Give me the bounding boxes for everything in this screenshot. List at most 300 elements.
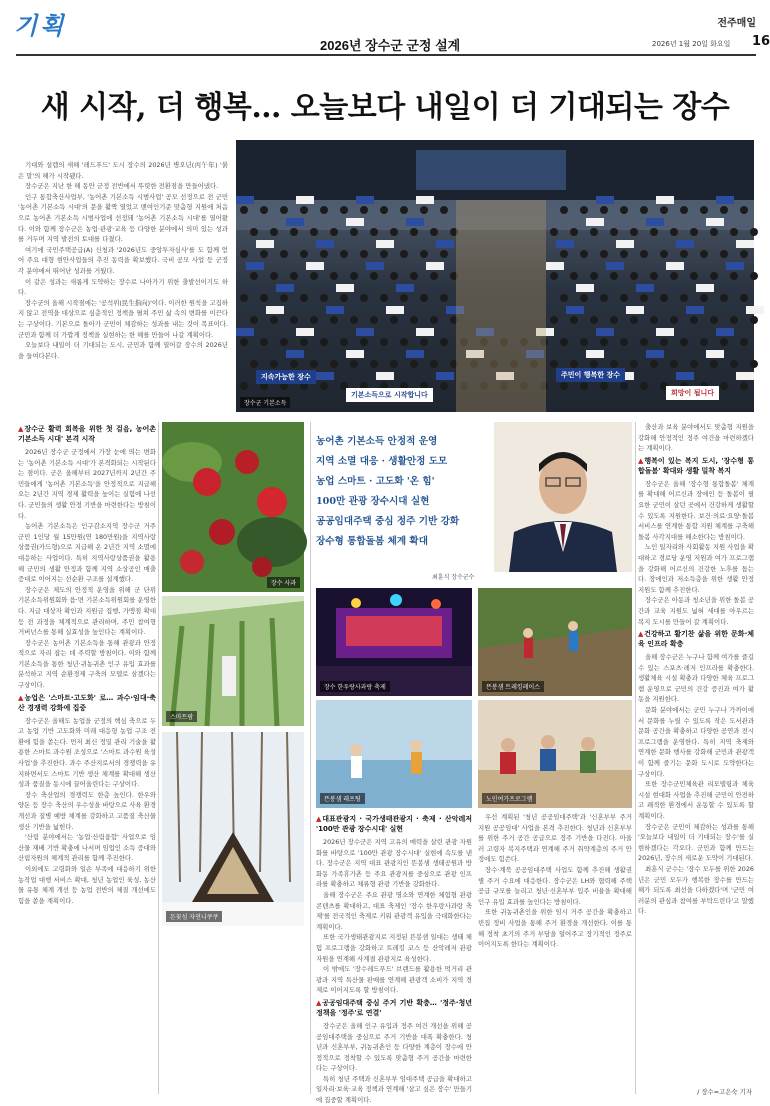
- crowd-placard: [616, 240, 634, 248]
- crowd-person: [390, 316, 398, 324]
- crowd-person: [620, 338, 628, 346]
- crowd-person: [710, 316, 718, 324]
- crowd-person: [560, 250, 568, 258]
- crowd-placard: [436, 372, 454, 380]
- crowd-placard: [716, 328, 734, 336]
- crowd-person: [600, 338, 608, 346]
- photo-caption: 장수 한우랑사과랑 축제: [320, 681, 390, 692]
- crowd-person: [670, 360, 678, 368]
- crowd-person: [300, 294, 308, 302]
- crowd-person: [250, 360, 258, 368]
- body-paragraph: 2026년 장수군 군정에서 가장 눈에 띄는 변화는 '농어촌 기본소득 시대'가 본격화되는 시작된다는 점이다. 군은 올해부터 2027년까지 2년간 주민들에게 '농어촌 기본소득'을 안정적으로 지급해 오는 2년간 지역 경제 활력을 높이는 실험에 나선다. 군민들의 생활 안정 기반을 마련한다는 방침이다.: [18, 448, 156, 520]
- crowd-person: [340, 294, 348, 302]
- crowd-person: [280, 206, 288, 214]
- rafting-photo: [316, 700, 472, 808]
- crowd-person: [380, 338, 388, 346]
- crowd-person: [570, 360, 578, 368]
- crowd-person: [320, 338, 328, 346]
- crowd-person: [320, 382, 328, 390]
- crowd-person: [400, 294, 408, 302]
- crowd-person: [660, 294, 668, 302]
- crowd-person: [730, 360, 738, 368]
- crowd-person: [720, 338, 728, 346]
- crowd-placard: [596, 328, 614, 336]
- crowd-person: [670, 228, 678, 236]
- crowd-person: [670, 272, 678, 280]
- crowd-placard: [696, 284, 714, 292]
- crowd-placard: [706, 218, 724, 226]
- crowd-person: [370, 272, 378, 280]
- crowd-person: [640, 382, 648, 390]
- crowd-person: [710, 360, 718, 368]
- trail-race-illustration: [478, 588, 632, 696]
- crowd-person: [320, 206, 328, 214]
- crowd-person: [410, 228, 418, 236]
- crowd-placard: [676, 372, 694, 380]
- crowd-placard: [336, 284, 354, 292]
- crowd-person: [260, 206, 268, 214]
- photo-caption: 스마트팜: [166, 711, 197, 722]
- crowd-person: [610, 272, 618, 280]
- mayor-portrait-illustration: [494, 422, 632, 572]
- crowd-person: [710, 228, 718, 236]
- crowd-person: [370, 228, 378, 236]
- crowd-person: [430, 228, 438, 236]
- crowd-person: [630, 228, 638, 236]
- crowd-person: [640, 250, 648, 258]
- crowd-placard: [286, 218, 304, 226]
- crowd-person: [610, 228, 618, 236]
- crowd-person: [290, 272, 298, 280]
- crowd-person: [250, 228, 258, 236]
- crowd-person: [690, 228, 698, 236]
- crowd-placard: [406, 350, 424, 358]
- crowd-person: [590, 360, 598, 368]
- right-article-column: [638, 422, 754, 1082]
- crowd-person: [750, 272, 758, 280]
- crowd-person: [750, 316, 758, 324]
- body-paragraph: 이외에도 고령화와 일손 부족에 대응하기 위한 농작업 대행 서비스 확대, 청년 농업인 육성, 농산물 유통 체계 개선 등 농업 전반의 체질 개선에도 힘을 쏟을 계획이다.: [18, 864, 156, 905]
- crowd-person: [600, 294, 608, 302]
- crowd-person: [260, 294, 268, 302]
- hiking-photo: [478, 588, 632, 696]
- crowd-placard: [376, 372, 394, 380]
- crowd-person: [410, 272, 418, 280]
- key-policy-item: 100만 관광 장수시대 실현: [316, 496, 430, 507]
- crowd-placard: [306, 262, 324, 270]
- crowd-person: [750, 360, 758, 368]
- apple-illustration: [162, 422, 304, 592]
- crowd-person: [590, 228, 598, 236]
- center-article-column: [478, 812, 632, 1094]
- triangle-marker-icon: ▲: [18, 693, 25, 702]
- crowd-placard: [686, 306, 704, 314]
- series-title: 2026년 장수군 군정 설계: [320, 38, 461, 53]
- crowd-person: [360, 294, 368, 302]
- body-paragraph: '산림 분야에서는 '농업·산림융합' 사업으로 임산물 재배 기반 확충에 나서며 임업인 소득 증대와 산림자원의 체계적 관리를 함께 추진한다.: [18, 833, 156, 863]
- crowd-person: [600, 250, 608, 258]
- crowd-person: [300, 206, 308, 214]
- crowd-person: [240, 382, 248, 390]
- crowd-person: [550, 316, 558, 324]
- subheading: ▲장수군 활력 회복을 위한 첫 걸음, 농어촌 기본소득 시대' 본격 시작: [18, 425, 156, 443]
- crowd-person: [680, 338, 688, 346]
- lead-paragraph: 장수군의 올해 시작점에는 '공석위(民生指向)'이다. 이러한 원칙을 고집하지 않고 전역을 대상으로 심층적인 정책을 펼쳐 주민 삶 속의 변화를 이끈다는 구상이다. 기본으로 돌아가 군민이 체감하는 성과를 내는 것이 목표이다. 군민과 함께 더 가깝게 정책을 실현하는 한 해를 만들어 나갈 계획이다.: [18, 298, 228, 339]
- crowd-person: [380, 206, 388, 214]
- crowd-person: [440, 206, 448, 214]
- triangle-marker-icon: ▲: [638, 456, 645, 465]
- crowd-person: [240, 294, 248, 302]
- crowd-person: [310, 360, 318, 368]
- subheading: ▲행복이 있는 복지 도시, '장수형 통합돌봄' 확대와 생활 밀착 복지: [638, 456, 754, 475]
- body-paragraph: 올해 장수군은 주요 관광 명소와 연계한 체험형 관광 콘텐츠를 확대하고, 대표 축제인 '장수 한우랑사과랑 축제'를 전국적인 축제로 키워 관광객 유입을 극대화한다는 계획이다.: [316, 890, 472, 931]
- crowd-person: [600, 382, 608, 390]
- triangle-marker-icon: ▲: [316, 815, 323, 823]
- body-paragraph: 출산과 보육 분야에서도 맞춤형 지원을 강화해 안정적인 정주 여건을 마련하겠다는 계획이다.: [638, 423, 754, 453]
- crowd-person: [390, 272, 398, 280]
- crowd-person: [360, 250, 368, 258]
- elderly-program-photo: [478, 700, 632, 808]
- crowd-placard: [666, 262, 684, 270]
- photo-caption: 장수 사과: [267, 577, 300, 588]
- crowd-person: [640, 206, 648, 214]
- body-paragraph: 장수군은 제도의 안정적 운영을 위해 군 단위 기본소득위원회와 읍·면 기본소득위원회를 운영한다. 지급 대상자 확인과 지원금 집행, 가맹점 확대 등 전 과정을 체계적으로 관리하며, 주민 참여형 거버넌스를 통해 실효성을 높인다는 계획이다.: [18, 585, 156, 637]
- crowd-placard: [236, 196, 254, 204]
- crowd-person: [370, 360, 378, 368]
- crowd-placard: [316, 240, 334, 248]
- crowd-person: [240, 250, 248, 258]
- body-paragraph: 올해 장수군은 누구나 함께 여가를 즐길 수 있는 스포츠·레저 인프라를 확충한다. 생활체육 시설 확충과 다양한 체육 프로그램 운영으로 군민의 건강 증진과 여가 활동을 지원한다.: [638, 653, 754, 704]
- crowd-placard: [736, 372, 754, 380]
- crowd-person: [560, 382, 568, 390]
- crowd-person: [270, 272, 278, 280]
- crowd-person: [330, 272, 338, 280]
- crowd-placard: [236, 328, 254, 336]
- crowd-placard: [346, 218, 364, 226]
- crowd-placard: [316, 372, 334, 380]
- key-policy-item: 농어촌 기본소득 안정적 운영: [316, 436, 438, 447]
- crowd-person: [580, 250, 588, 258]
- subheading: ▲대표관광지 · 국가생태관광지 · 축제 · 산악레저 '100만 관광 장수시대' 실현: [316, 815, 472, 833]
- crowd-placard: [636, 284, 654, 292]
- crowd-person: [440, 382, 448, 390]
- crowd-person: [270, 360, 278, 368]
- crowd-placard: [726, 262, 744, 270]
- crowd-person: [280, 294, 288, 302]
- body-paragraph: 장수 축산업의 경쟁력도 한층 높인다. 한우와 양돈 등 장수 축산의 우수성을 바탕으로 사육 환경 개선과 질병 예방 체계를 강화하고 고품질 축산물 생산 기반을 넓힌다.: [18, 790, 156, 831]
- crowd-person: [320, 250, 328, 258]
- crowd-person: [420, 338, 428, 346]
- main-event-photo: [236, 140, 754, 412]
- crowd-placard: [626, 306, 644, 314]
- subheading: ▲건강하고 활기찬 삶을 위한 문화·체육 인프라 확충: [638, 630, 754, 649]
- lead-paragraph: 기대와 설렘의 새해 '레드푸드' 도시 장수의 2026년 병오년(丙午年) '붉은 말'의 해가 시작됐다.: [18, 161, 228, 180]
- crowd-placard: [656, 196, 674, 204]
- crowd-placard: [576, 284, 594, 292]
- byline: / 장수=고은숙 기자: [697, 1088, 752, 1096]
- body-paragraph: 또한 귀농귀촌인을 위한 임시 거주 공간을 확충하고 빈집 정비 사업을 통해 주거 환경을 개선한다. 이를 통해 정착 초기의 주거 부담을 덜어주고 장기적인 정주로 이어지도록 한다는 계획이다.: [478, 908, 632, 949]
- crowd-placard: [746, 306, 764, 314]
- body-paragraph: 장수군은 올해도 농업을 군정의 핵심 축으로 두고 농업 기반 고도화와 미래 대응형 농업 구조 전환에 힘을 쏟는다. 먼저 최신 정밀 관리 기술을 활용한 스마트 과수원 조성으로 '스마트 과수원 육성 사업'을 추진한다. 과수 주산지로서의 경쟁력을 유지하면서도 스마트 기반 생산 체계를 확대해 생산성과 품질을 동시에 끌어올린다는 구상이다.: [18, 716, 156, 789]
- crowd-person: [550, 272, 558, 280]
- crowd-placard: [396, 284, 414, 292]
- body-paragraph: 장수군은 농어촌 기본소득을 통해 관광과 안정적으로 자리 잡는 데 주력할 방침이다. 이와 함께 기본소득을 통한 청년·귀농귀촌 인구 유입 효과를 분석하고 지역 순환경제 구축의 모델로 삼겠다는 구상이다.: [18, 638, 156, 690]
- crowd-person: [560, 338, 568, 346]
- column-divider: [635, 422, 636, 1094]
- crowd-placard: [416, 328, 434, 336]
- lead-text: [18, 160, 228, 361]
- crowd-placard: [556, 240, 574, 248]
- crowd-person: [420, 250, 428, 258]
- crowd-person: [610, 360, 618, 368]
- crowd-person: [240, 206, 248, 214]
- crowd-placard: [296, 328, 314, 336]
- crowd-person: [690, 272, 698, 280]
- crowd-placard: [606, 262, 624, 270]
- triangle-marker-icon: ▲: [638, 630, 645, 639]
- crowd-person: [430, 360, 438, 368]
- crowd-person: [440, 294, 448, 302]
- crowd-person: [650, 360, 658, 368]
- crowd-person: [300, 338, 308, 346]
- crowd-person: [700, 294, 708, 302]
- crowd-person: [680, 206, 688, 214]
- crowd-placard: [596, 196, 614, 204]
- crowd-placard: [386, 306, 404, 314]
- crowd-placard: [256, 240, 274, 248]
- crowd-person: [740, 382, 748, 390]
- crowd-person: [730, 272, 738, 280]
- body-paragraph: 2026년 장수군은 지역 고유의 매력을 살린 관광 자원화를 바탕으로 '100만 관광 장수시대' 실현에 속도를 낸다. 장수군은 지역 대표 관광지인 뜬봉샘 생태공원과 방화동 가족휴가촌 등 주요 관광지를 중심으로 관광 인프라를 확충하고 체류형 관광 기반을 강화한다.: [316, 838, 472, 889]
- left-article-column: [18, 422, 156, 1094]
- crowd-person: [610, 316, 618, 324]
- crowd-placard: [246, 262, 264, 270]
- key-policy-item: 농업 스마트 · 고도화 '온 힘': [316, 476, 435, 487]
- crowd-placard: [406, 218, 424, 226]
- crowd-person: [260, 338, 268, 346]
- senior-activity-illustration: [478, 700, 632, 808]
- crowd-person: [340, 206, 348, 214]
- crowd-person: [440, 338, 448, 346]
- crowd-person: [350, 272, 358, 280]
- body-paragraph: 문화 분야에서는 군민 누구나 가까이에서 문화를 누릴 수 있도록 작은 도서관과 문화 공간을 확충하고 다양한 공연과 전시 프로그램을 운영한다. 특히 지역 축제와 연계한 문화 행사를 강화해 군민과 관광객이 함께 즐기는 문화 도시로 도약한다는 구상이다.: [638, 706, 754, 778]
- crowd-person: [620, 206, 628, 214]
- column-divider: [310, 422, 311, 1094]
- crowd-person: [660, 338, 668, 346]
- lead-paragraph: 인구 통합축산사업부, '농어촌 기본소득 시범사업' 공모 선정으로 전 군민 '농어촌 기본소득 시대'의 문을 활짝 열었고 맨여인기준 맞춤형 지원에 처음으로 농어촌 기본소득 시범사업에 선정돼 '농어촌 기본소득 시대'를 열어왔다. 이와 함께 장수군은 농업·관광·교육 등 다양한 분야에서 의미 있는 성과를 거두며 지역 발전의 토대를 다졌다.: [18, 192, 228, 244]
- crowd-person: [380, 250, 388, 258]
- photo-caption: 뜬봉샘 래프팅: [320, 793, 365, 804]
- lead-paragraph: 여기에 국민주택공급(A) 신청과 '2026년도 중앙투자심사'를 도 함께 얻어 주요 대형 현안사업들의 추진 동력을 확보했다. 국비 공모 사업 등 군정 각 분야에서 뛰어난 성과를 거뒀다.: [18, 245, 228, 275]
- subheading: ▲공공임대주택 중심 주거 기반 확충… '정주·청년 정책을 '정주'로 연결': [316, 998, 472, 1017]
- crowd-placard: [426, 262, 444, 270]
- crowd-person: [640, 294, 648, 302]
- crowd-person: [440, 250, 448, 258]
- key-policy-item: 장수형 통합돌봄 체계 확대: [316, 536, 428, 547]
- crowd-person: [280, 250, 288, 258]
- body-paragraph: 최훈식 군수는 '장수 모두를 위한 2026년은 군민 모두가 행복한 장수를 만드는 해가 되도록 최선을 다하겠다'며 '군민 여러분의 관심과 참여를 부탁드린다'고 말했다.: [638, 864, 754, 916]
- mayor-portrait: [494, 422, 632, 572]
- crowd-person: [690, 360, 698, 368]
- slogan-banner: 주민이 행복한 장수: [556, 368, 625, 382]
- crowd-placard: [276, 284, 294, 292]
- crowd-person: [350, 360, 358, 368]
- crowd-person: [430, 316, 438, 324]
- slogan-banner: 기본소득으로 시작합니다: [346, 388, 433, 402]
- crowd-person: [570, 228, 578, 236]
- body-paragraph: 우선 계획된 '청년 공공임대주택'과 '신혼부부 주거 지원 공공임대' 사업을 본격 추진한다. 청년과 신혼부부를 위한 주거 공간 공급으로 정주 기반을 다진다. 아울러 고령자 복지주택과 연계해 주거 취약계층의 주거 안정에도 힘쓴다.: [478, 813, 632, 864]
- crowd-person: [580, 338, 588, 346]
- crowd-person: [730, 316, 738, 324]
- crowd-person: [420, 206, 428, 214]
- crowd-person: [740, 294, 748, 302]
- crowd-placard: [736, 240, 754, 248]
- crowd-person: [630, 316, 638, 324]
- crowd-person: [350, 316, 358, 324]
- crowd-person: [620, 382, 628, 390]
- festival-photo: [316, 588, 472, 696]
- crowd-person: [550, 228, 558, 236]
- crowd-person: [360, 338, 368, 346]
- crowd-person: [290, 228, 298, 236]
- crowd-person: [680, 294, 688, 302]
- crowd-person: [310, 228, 318, 236]
- crowd-placard: [586, 218, 604, 226]
- crowd-person: [290, 360, 298, 368]
- crowd-person: [330, 228, 338, 236]
- body-paragraph: 장수군은 올해 '장수형 통합돌봄' 체계를 확대해 어르신과 장애인 등 돌봄이 필요한 군민이 살던 곳에서 건강하게 생활할 수 있도록 지원한다. 보건·의료·요양·돌봄 서비스를 연계한 통합 지원 체계를 구축해 돌봄 사각지대를 해소한다는 방침이다.: [638, 479, 754, 541]
- crowd-person: [710, 272, 718, 280]
- middle-article-column: [316, 812, 472, 1105]
- crowd-person: [650, 228, 658, 236]
- crowd-person: [400, 338, 408, 346]
- crowd-placard: [286, 350, 304, 358]
- crowd-person: [430, 272, 438, 280]
- crowd-person: [750, 228, 758, 236]
- crowd-person: [550, 360, 558, 368]
- body-paragraph: 노인 일자리와 사회활동 지원 사업을 확대하고 경로당 운영 지원과 여가 프로그램을 강화해 어르신의 건강한 노후를 돕는다. 장애인과 저소득층을 위한 생활 안정 지원도 함께 추진한다.: [638, 543, 754, 594]
- crowd-person: [720, 294, 728, 302]
- photo-caption: 노인여가프로그램: [482, 793, 536, 804]
- body-paragraph: 장수군은 올해 인구 유입과 정주 여건 개선을 위해 공공임대주택을 중심으로 주거 기반을 대폭 확충한다. 청년과 신혼부부, 귀농귀촌인 등 다양한 계층이 장수에 안정적으로 정착할 수 있도록 맞춤형 주거 공간을 마련한다는 구상이다.: [316, 1021, 472, 1073]
- crowd-person: [720, 206, 728, 214]
- crowd-placard: [676, 240, 694, 248]
- crowd-person: [340, 338, 348, 346]
- triangle-marker-icon: ▲: [316, 998, 323, 1007]
- crowd-person: [640, 338, 648, 346]
- lead-paragraph: 이 같은 성과는 새롭게 도약하는 장수로 나아가기 위한 출발선이기도 하다.: [18, 277, 228, 297]
- body-paragraph: 또한 국가생태관광지로 지정된 뜬봉샘 일대는 생태 체험 프로그램을 강화하고 트레킹 코스 등 산악레저 관광 자원을 연계해 사계절 관광지로 육성한다.: [316, 933, 472, 963]
- crowd-person: [380, 294, 388, 302]
- crowd-person: [660, 206, 668, 214]
- crowd-person: [400, 250, 408, 258]
- crowd-placard: [326, 306, 344, 314]
- crowd-person: [590, 316, 598, 324]
- smartfarm-photo: [162, 596, 304, 726]
- crowd-person: [580, 294, 588, 302]
- crowd-person: [240, 338, 248, 346]
- crowd-person: [730, 228, 738, 236]
- crowd-person: [660, 250, 668, 258]
- crowd-person: [740, 338, 748, 346]
- crowd-person: [680, 250, 688, 258]
- crowd-person: [570, 316, 578, 324]
- apple-photo: [162, 422, 304, 592]
- crowd-placard: [346, 350, 364, 358]
- crowd-placard: [366, 262, 384, 270]
- crowd-placard: [356, 328, 374, 336]
- crowd-person: [410, 360, 418, 368]
- crowd-person: [330, 360, 338, 368]
- crowd-person: [570, 272, 578, 280]
- crowd-placard: [646, 218, 664, 226]
- crowd-person: [360, 206, 368, 214]
- lead-paragraph: 장수군은 지난 한 해 동안 군정 전반에서 뚜렷한 전환점을 만들어냈다.: [25, 182, 219, 191]
- crowd-person: [720, 250, 728, 258]
- crowd-person: [650, 316, 658, 324]
- crowd-person: [260, 250, 268, 258]
- crowd-person: [410, 316, 418, 324]
- crowd-person: [290, 316, 298, 324]
- crowd-person: [310, 272, 318, 280]
- crowd-placard: [416, 196, 434, 204]
- key-policy-item: 공공임대주택 중심 정주 기반 강화: [316, 516, 460, 527]
- crowd-person: [580, 382, 588, 390]
- crowd-placard: [546, 262, 564, 270]
- crowd-person: [720, 382, 728, 390]
- body-paragraph: 장수군은 아동과 청소년을 위한 돌봄 공간과 교육 지원도 넓혀 세대를 아우르는 복지 도시를 만들어 갈 계획이다.: [638, 596, 754, 626]
- crowd-person: [390, 228, 398, 236]
- body-paragraph: 이 밖에도 '장수레드푸드' 브랜드를 활용한 먹거리 관광과 지역 특산물 판매를 연계해 관광객 소비가 지역 경제로 이어지도록 할 방침이다.: [316, 965, 472, 995]
- crowd-person: [340, 250, 348, 258]
- crowd-person: [370, 316, 378, 324]
- key-policy-item: 지역 소멸 대응 · 생활안정 도모: [316, 456, 448, 467]
- issue-date: 2026년 1월 20일 화요일: [652, 40, 731, 48]
- crowd-person: [620, 250, 628, 258]
- festival-stage-illustration: [316, 588, 472, 696]
- crowd-person: [330, 316, 338, 324]
- body-paragraph: 장수군은 군민이 체감하는 성과를 통해 '오늘보다 내일이 더 기대되는 장수'를 실현하겠다는 각오다. 군민과 함께 만드는 2026년, 장수의 새로운 도약이 기대된다.: [638, 822, 754, 863]
- photo-caption: 뜬봉샘 트레킹레이스: [482, 681, 544, 692]
- photo-caption: 돈꽃섬 자연니쿠쿠: [166, 911, 222, 922]
- crowd-placard: [716, 196, 734, 204]
- crowd-placard: [706, 350, 724, 358]
- crowd-person: [420, 294, 428, 302]
- triangle-marker-icon: ▲: [18, 425, 25, 433]
- body-paragraph: 장수·계북 공공임대주택 사업도 함께 추진해 생활권별 주거 수요에 대응한다. 장수군은 LH와 협력해 주택 공급 규모를 늘리고 청년·신혼부부 입주 비율을 확대해 인구 유입 효과를 높인다는 방침이다.: [478, 865, 632, 906]
- crowd-person: [310, 316, 318, 324]
- crowd-person: [400, 206, 408, 214]
- crowd-person: [600, 206, 608, 214]
- crowd-person: [590, 272, 598, 280]
- newspaper-name: 전주매일: [717, 18, 756, 29]
- greenhouse-illustration: [162, 596, 304, 726]
- lead-paragraph: 오늘보다 내일이 더 기대되는 도시, 군민과 함께 열어갈 장수의 2026년을 들여다본다.: [18, 341, 228, 360]
- crowd-placard: [436, 240, 454, 248]
- crowd-person: [650, 272, 658, 280]
- crowd-person: [740, 250, 748, 258]
- crowd-person: [630, 360, 638, 368]
- crowd-person: [580, 206, 588, 214]
- crowd-placard: [296, 196, 314, 204]
- crowd-placard: [656, 328, 674, 336]
- crowd-person: [700, 206, 708, 214]
- crowd-person: [630, 272, 638, 280]
- slogan-banner: 지속가능한 장수: [256, 370, 316, 384]
- body-paragraph: 또한 장수군민체육관 리모델링과 체육 시설 현대화 사업을 추진해 군민이 안전하고 쾌적한 환경에서 운동할 수 있도록 할 계획이다.: [638, 780, 754, 820]
- crowd-person: [700, 338, 708, 346]
- key-policies-list: [316, 432, 486, 552]
